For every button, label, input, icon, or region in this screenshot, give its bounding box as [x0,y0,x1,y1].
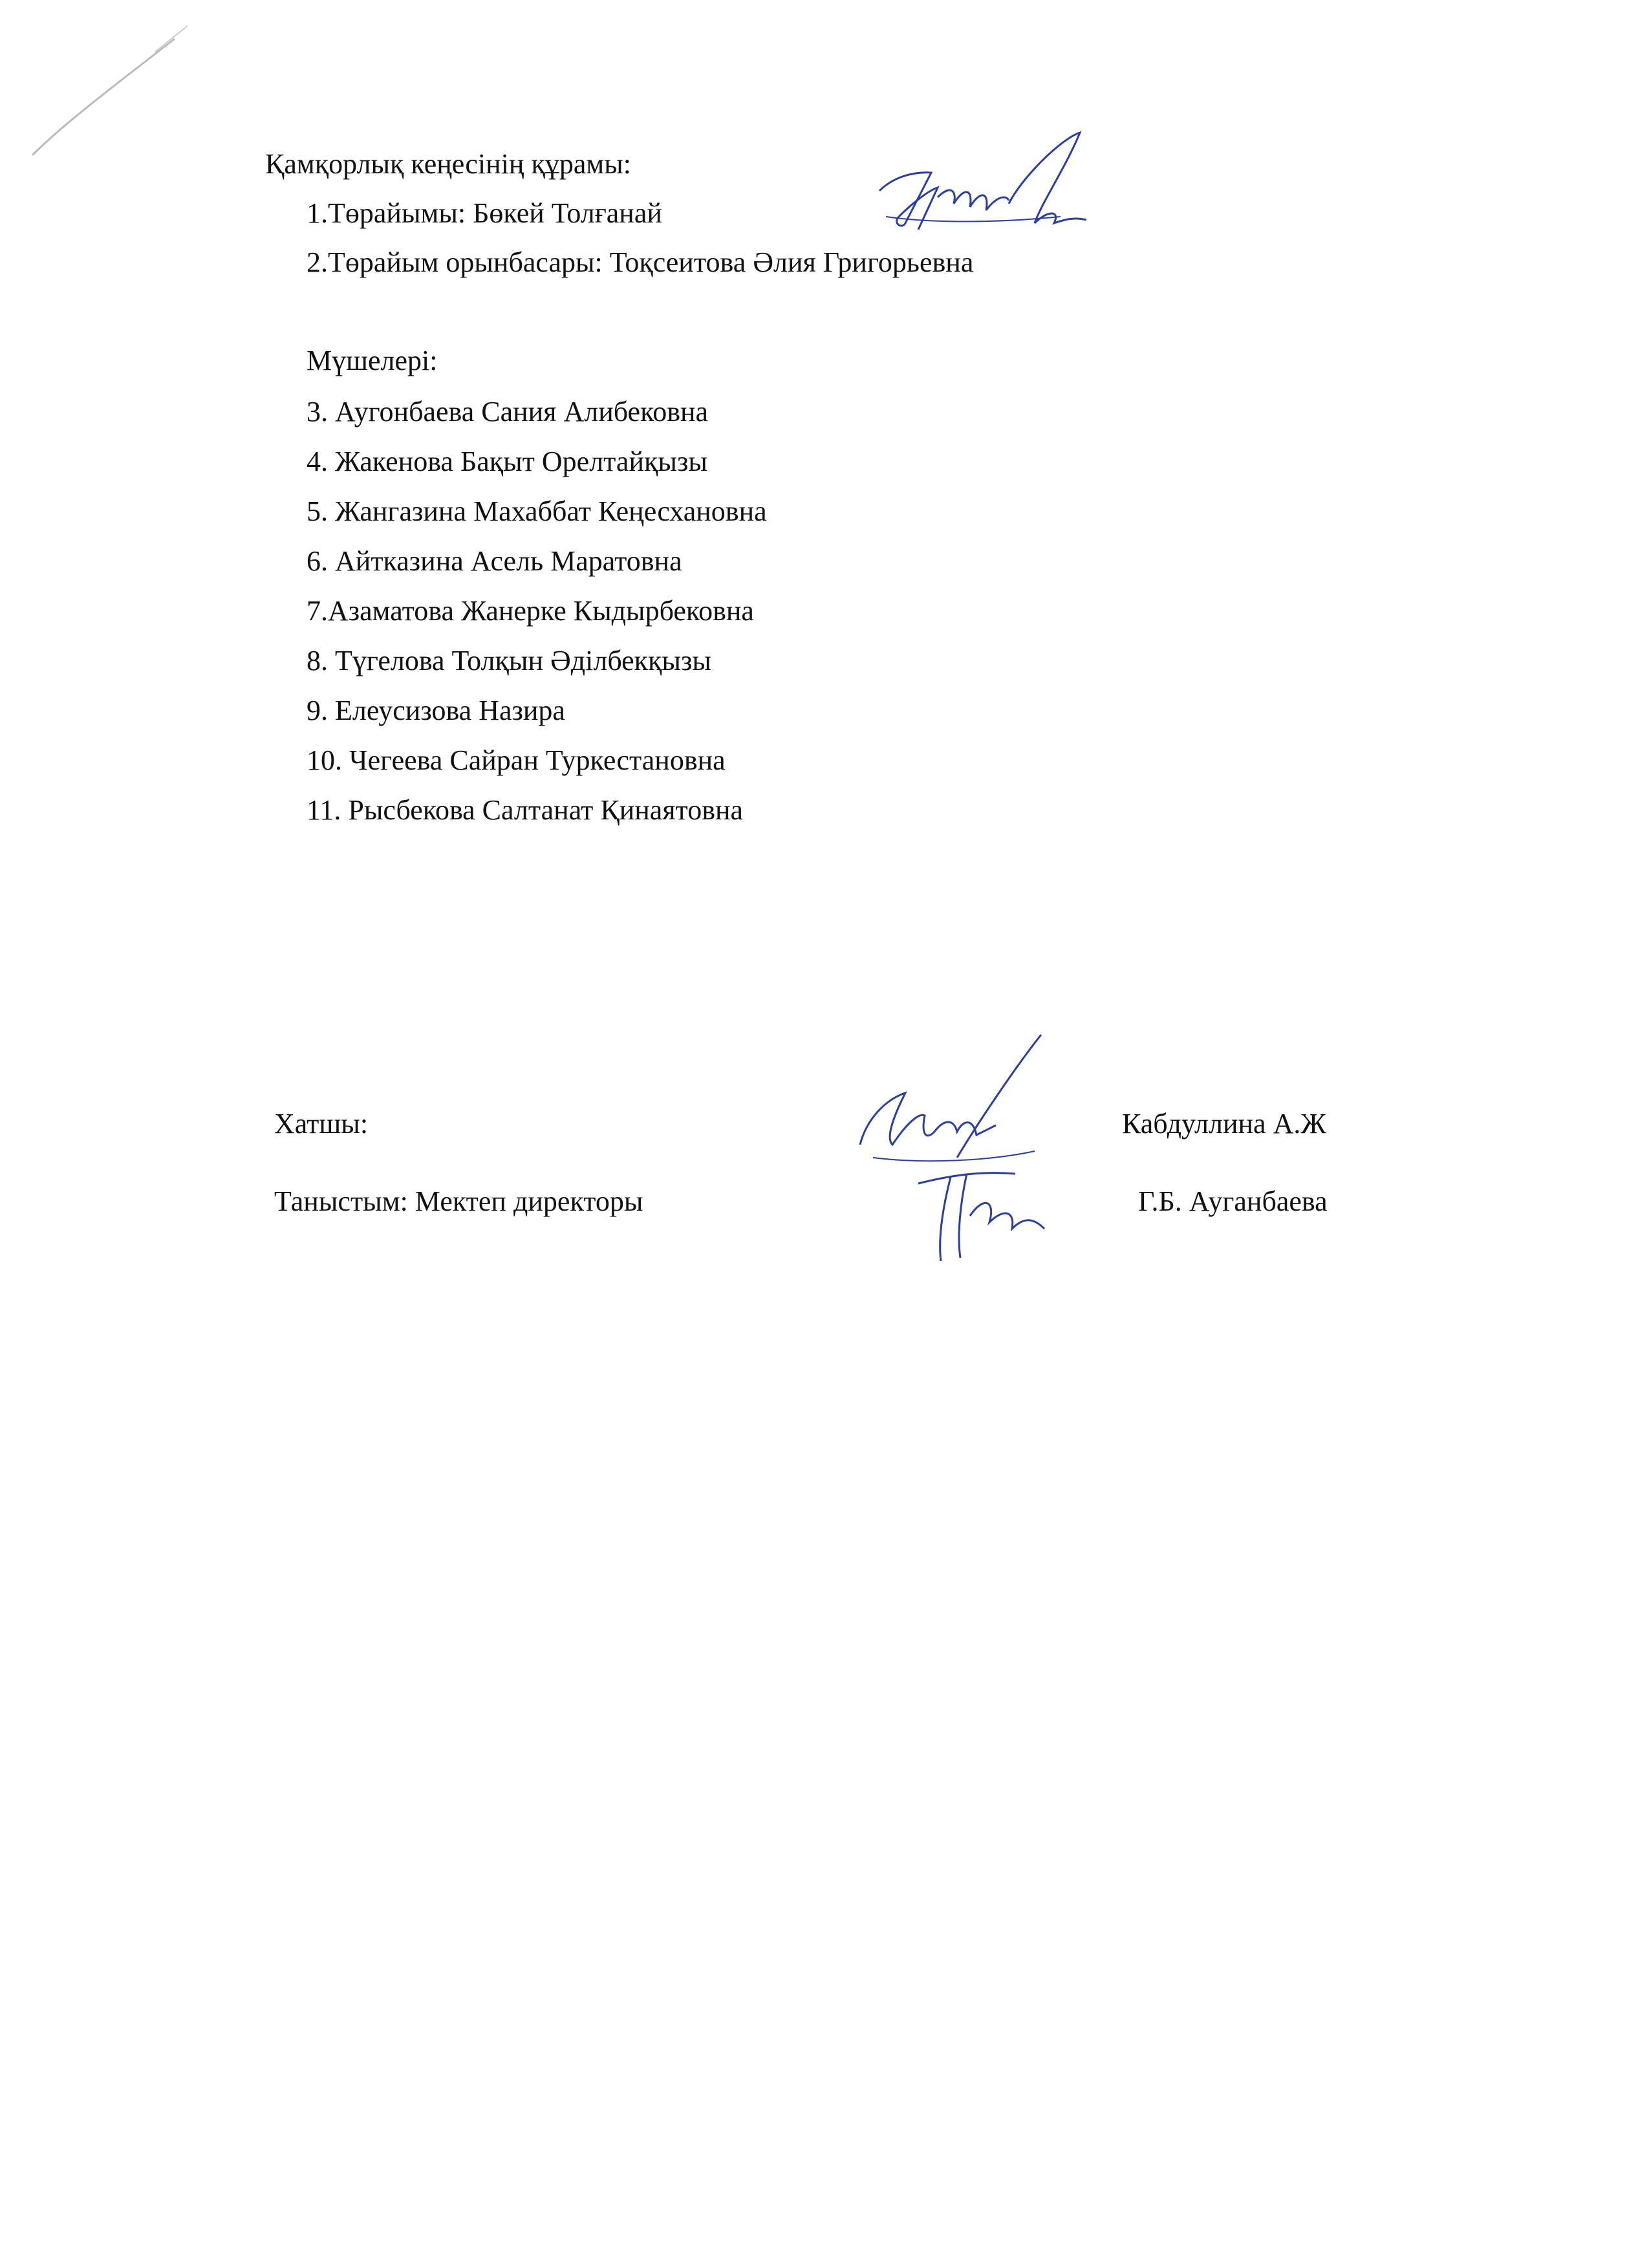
vice-chair-line: 2.Төрайым орынбасары: Тоқсеитова Әлия Григорьевна [307,246,974,278]
director-label: Таныстым: Мектеп директоры [274,1185,643,1217]
secretary-name: Кабдуллина А.Ж [1122,1108,1326,1139]
member-line-6: 6. Айтказина Асель Маратовна [307,545,682,577]
secretary-label: Хатшы: [274,1108,369,1139]
member-line-9: 9. Елеусизова Назира [307,695,565,726]
member-line-7: 7.Азаматова Жанерке Кыдырбековна [307,595,754,627]
member-line-8: 8. Түгелова Толқын Әділбекқызы [307,645,711,676]
chair-line: 1.Төрайымы: Бөкей Толғанай [307,197,662,229]
member-line-10: 10. Чегеева Сайран Туркестановна [307,744,726,776]
members-label: Мүшелері: [307,345,438,376]
director-name: Г.Б. Ауганбаева [1138,1185,1328,1217]
member-line-4: 4. Жакенова Бақыт Орелтайқызы [307,446,707,477]
document-heading: Қамқорлық кеңесінің құрамы: [265,148,632,180]
director-signature [905,1138,1061,1268]
member-line-11: 11. Рысбекова Салтанат Қинаятовна [307,794,744,826]
member-line-3: 3. Аугонбаева Сания Алибековна [307,396,709,427]
member-line-5: 5. Жангазина Махаббат Кеңесхановна [307,495,767,527]
chair-signature [867,126,1112,249]
scan-artifact [26,13,220,162]
